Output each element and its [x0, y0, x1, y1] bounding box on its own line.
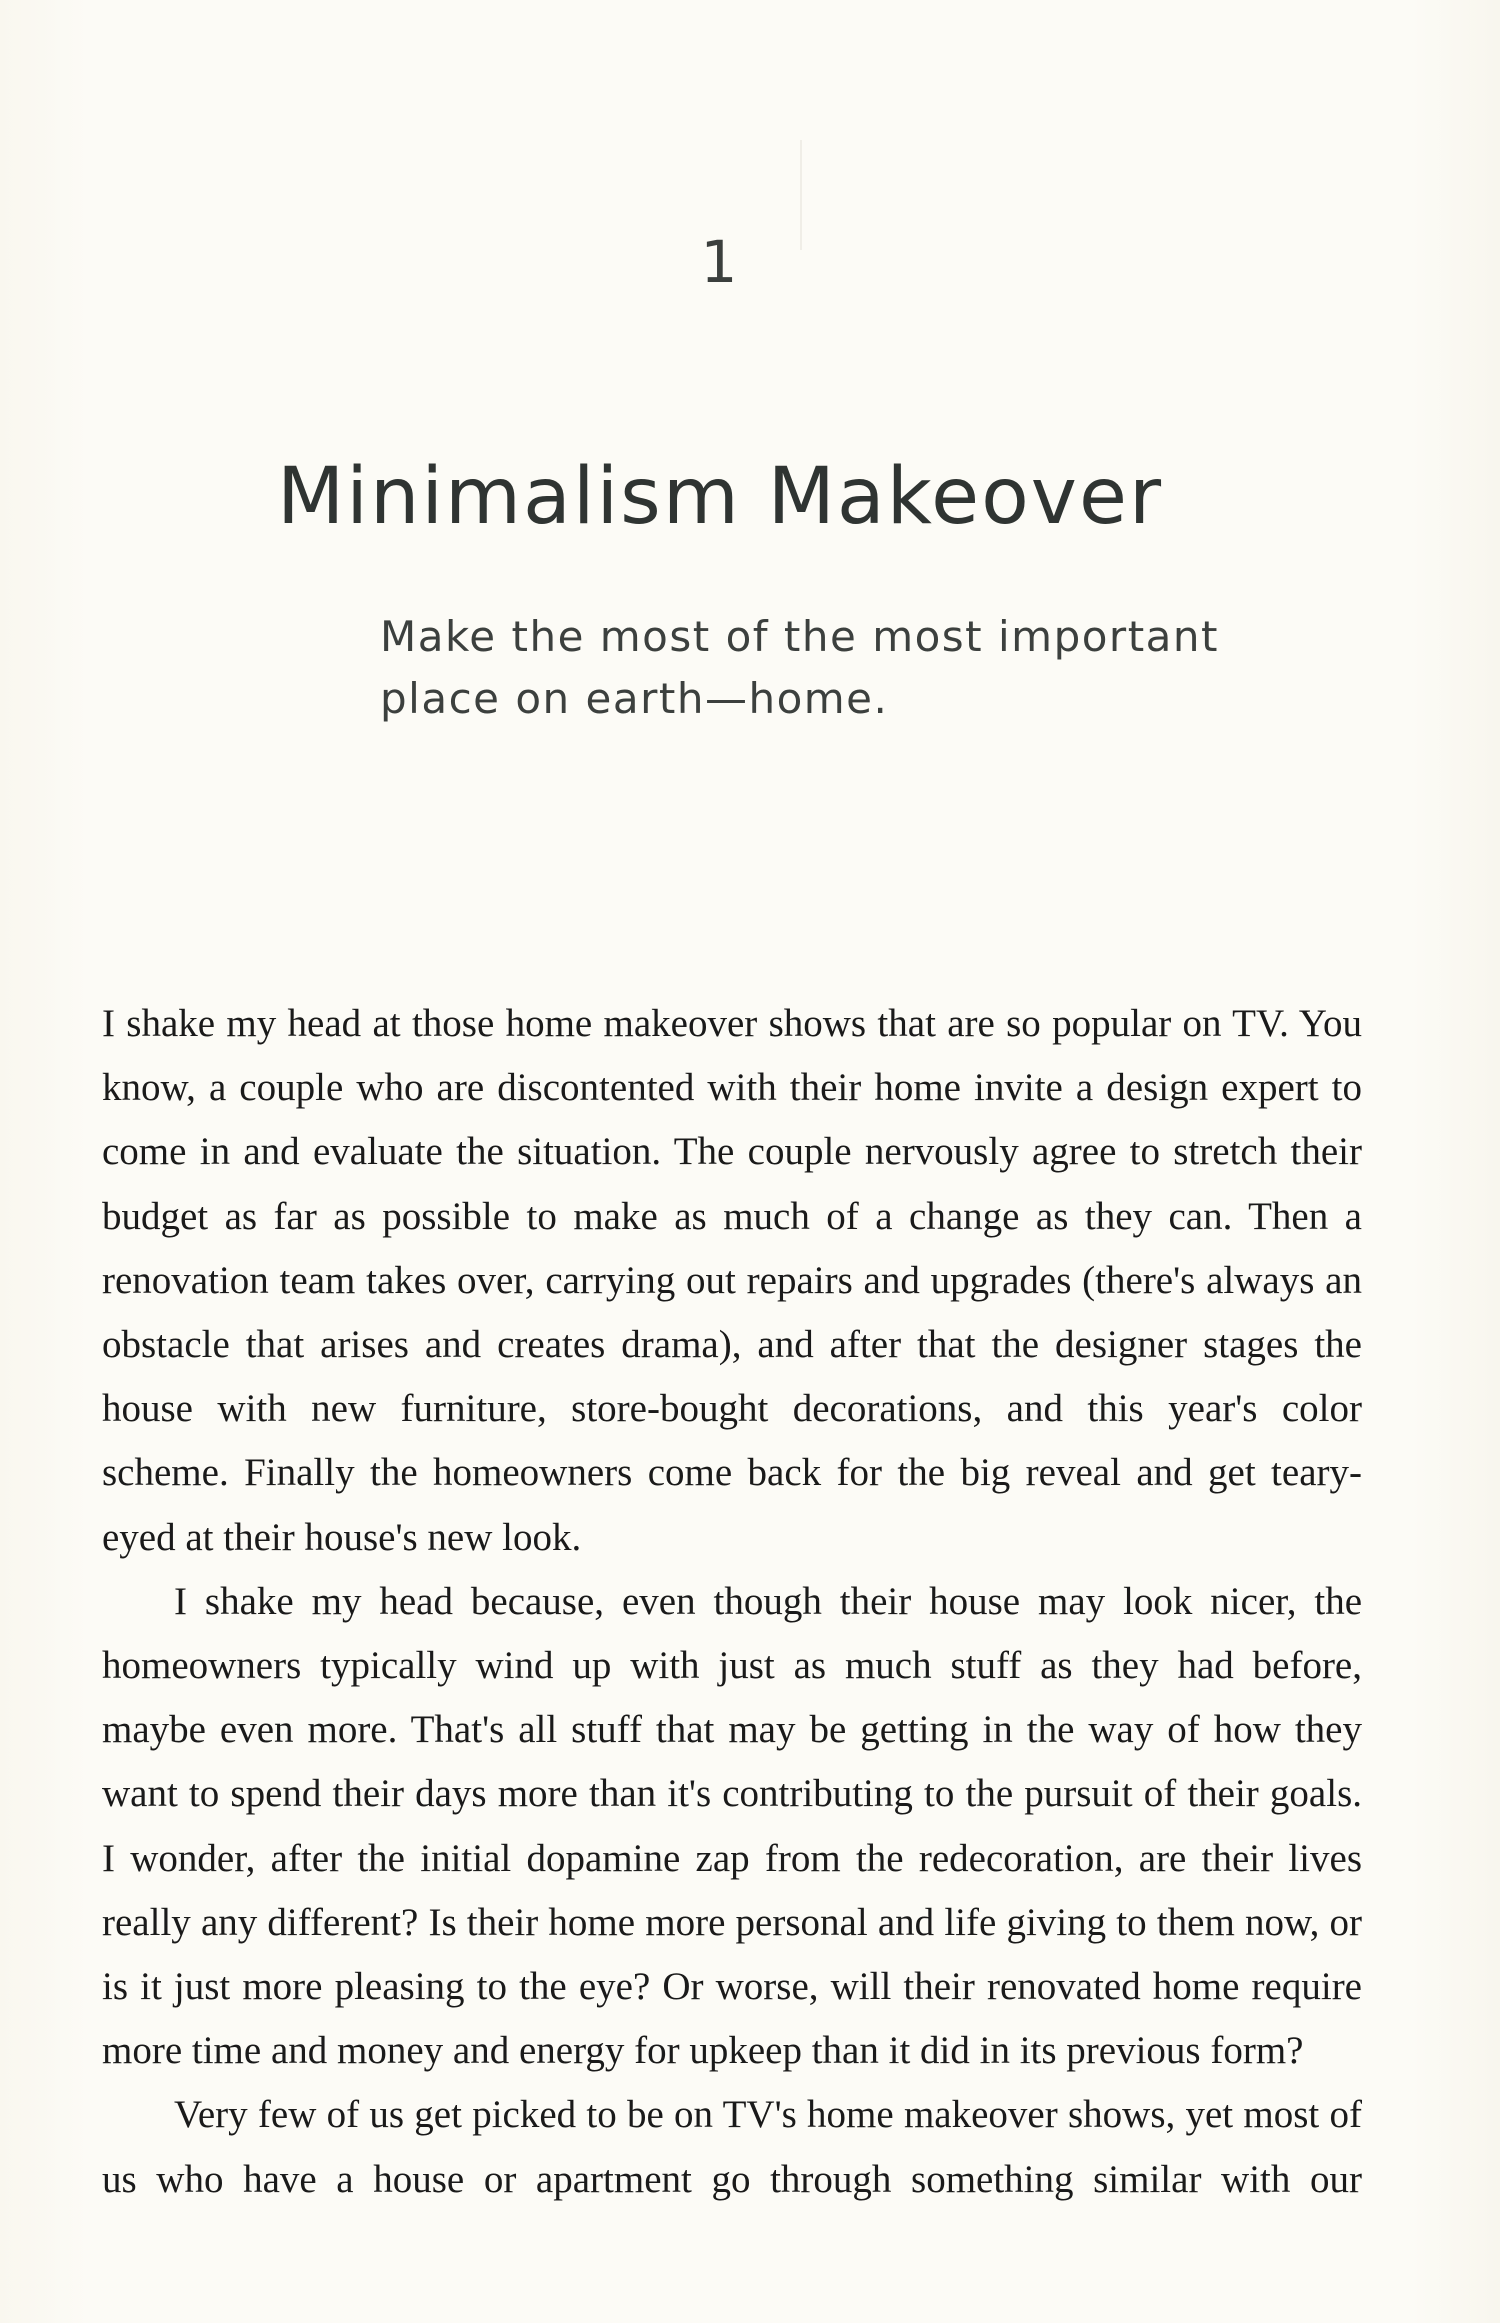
epigraph-line: place on earth—home.: [380, 674, 889, 723]
chapter-title: Minimalism Makeover: [276, 452, 1164, 542]
body-paragraph: Very few of us get picked to be on TV's home makeover shows, yet most of us who have a house or apartment go through something similar with our: [102, 2093, 1362, 2201]
body-text: [102, 992, 1362, 2212]
chapter-number: 1: [700, 228, 740, 296]
body-paragraph: I shake my head because, even though their house may look nicer, the homeowners typically wind up with just as much stuff as they had before, maybe even more. That's all stuff that may be getting in the way of how they want to spend their days more than it's contributing to the pursuit of their goals. I wonder, after the initial dopamine zap from the redecoration, are their lives really any different? Is their home more personal and life giving to them now, or is it just more pleasing to the eye? Or worse, will their renovated home require more time and money and energy for upkeep than it did in its previous form?: [102, 1579, 1362, 2073]
chapter-epigraph: [380, 606, 1219, 730]
epigraph-line: Make the most of the most important: [380, 612, 1219, 661]
body-paragraph: I shake my head at those home makeover shows that are so popular on TV. You know, a couple who are discontented with their home invite a design expert to come in and evaluate the situation. The couple nervously agree to stretch their budget as far as possible to make as much of a change as they can. Then a renovation team takes over, carrying out repairs and upgrades (there's always an obstacle that arises and creates drama), and after that the designer stages the house with new furniture, store-bought decorations, and this year's color scheme. Finally the homeowners come back for the big reveal and get teary-eyed at their house's new look.: [102, 1002, 1362, 1559]
